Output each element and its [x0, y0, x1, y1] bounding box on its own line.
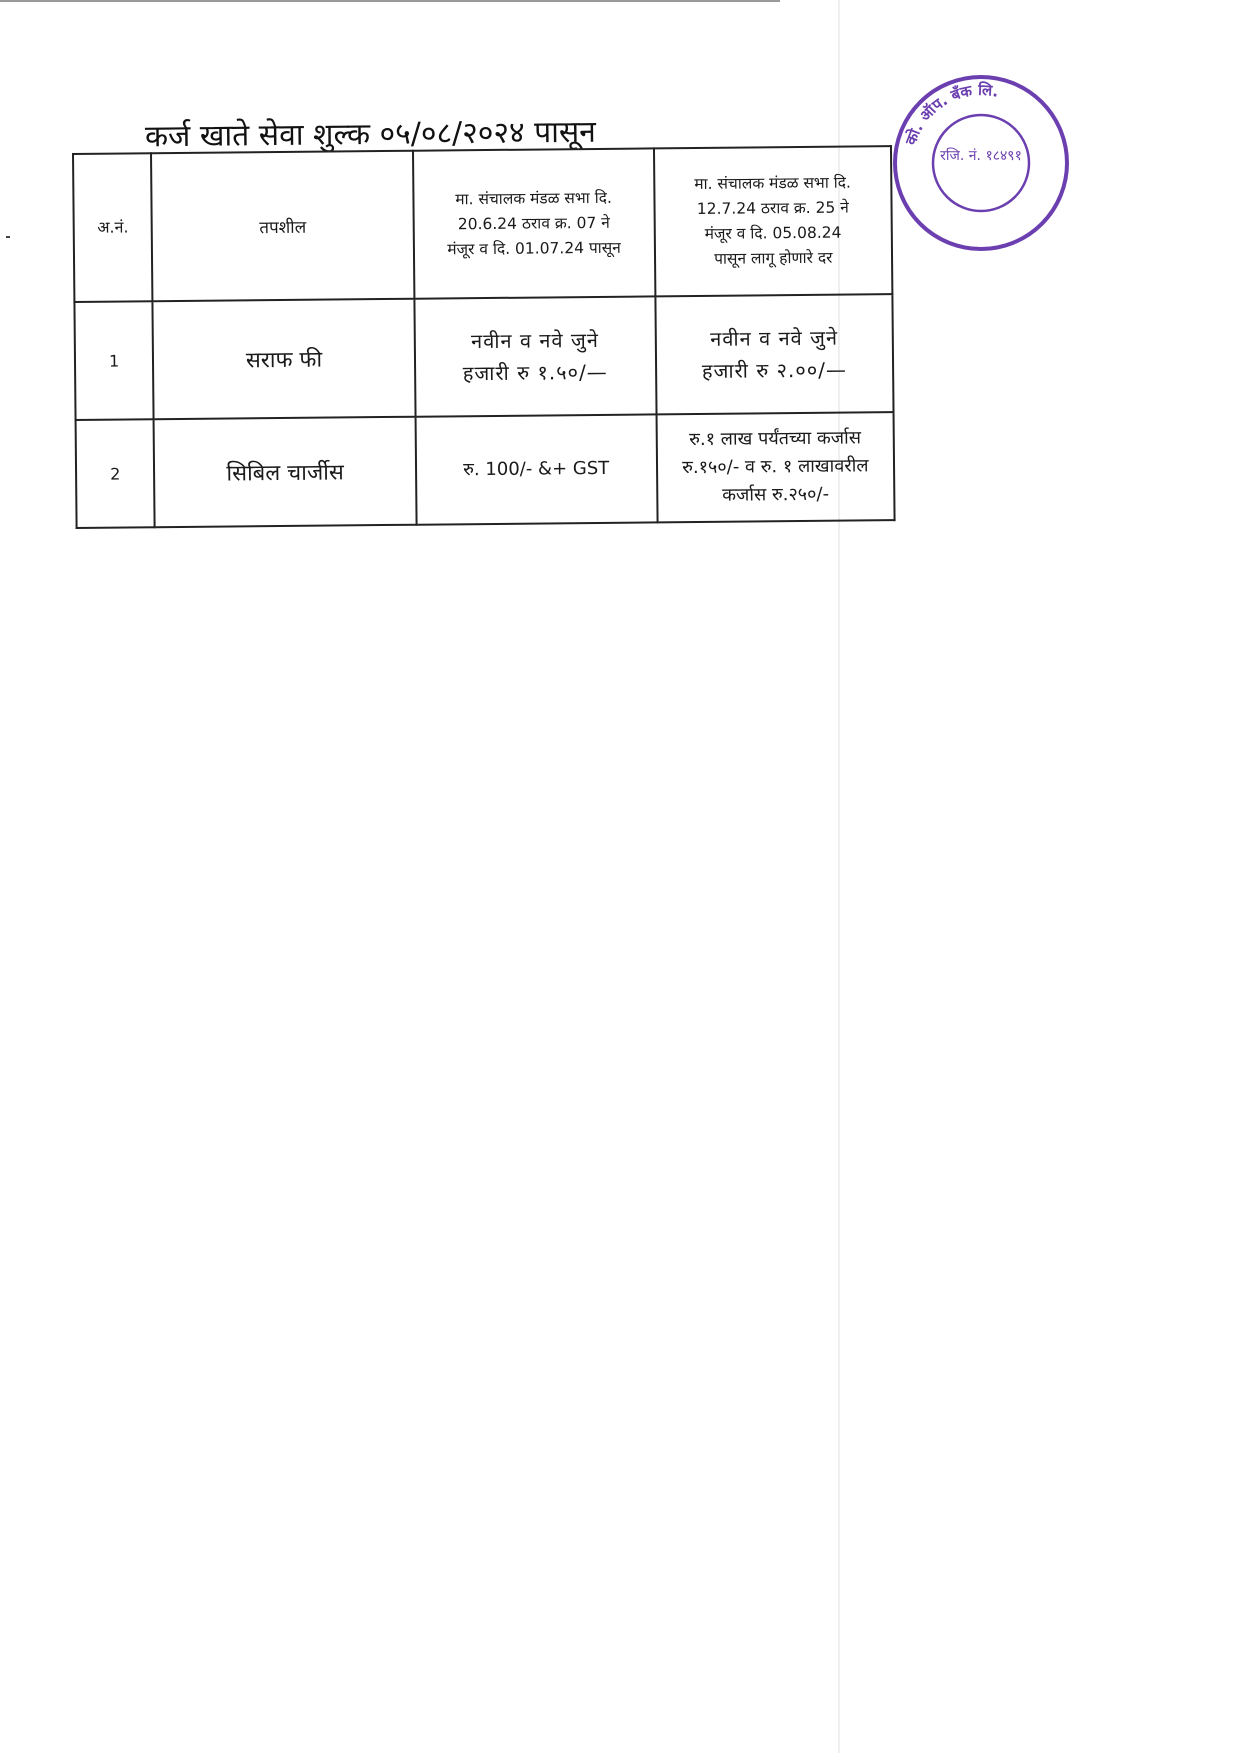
row-old-rate-line1: रु. 100/- &+ GST: [463, 457, 610, 481]
row-old-rate: [415, 414, 657, 524]
row-old-rate-line2: हजारी रु १.५०/—: [462, 359, 608, 386]
row-new-rate: [655, 294, 894, 414]
header-old-rate-line1: मा. संचालक मंडळ सभा दि.: [455, 188, 612, 208]
row-new-rate-line3: कर्जास रु.२५०/-: [722, 483, 830, 506]
header-new-rate-line4: पासून लागू होणारे दर: [714, 248, 833, 268]
scan-speck: [6, 236, 10, 238]
row-detail: सिबिल चार्जीस: [154, 417, 416, 528]
service-charge-table: [72, 145, 896, 529]
document-title: कर्ज खाते सेवा शुल्क ०५/०८/२०२४ पासून: [144, 114, 597, 155]
header-detail: तपशील: [151, 151, 414, 302]
table-header-row: [73, 146, 892, 302]
row-new-rate: [656, 412, 894, 522]
row-serial: 2: [76, 419, 155, 528]
row-serial: 1: [74, 301, 154, 420]
row-new-rate-line1: रु.१ लाख पर्यंतच्या कर्जास: [689, 427, 862, 451]
row-old-rate-line1: नवीन व नवे जुने: [470, 327, 599, 354]
header-serial: अ.नं.: [73, 153, 153, 302]
stamp-outer-text: को. ऑप. बँक लि.: [901, 80, 1001, 148]
table-row: [76, 412, 895, 528]
header-old-rate-line2: 20.6.24 ठराव क्र. 07 ने: [457, 213, 610, 233]
scan-edge-line: [0, 0, 780, 2]
row-new-rate-line1: नवीन व नवे जुने: [710, 325, 839, 351]
header-new-rate-line2: 12.7.24 ठराव क्र. 25 ने: [696, 198, 849, 219]
table-row: [74, 294, 893, 420]
header-new-rate-line1: मा. संचालक मंडळ सभा दि.: [694, 173, 851, 194]
stamp-inner-text: रजि. नं. १८४९१: [940, 148, 1022, 164]
header-new-rate: [654, 146, 893, 296]
header-old-rate-line3: मंजूर व दि. 01.07.24 पासून: [447, 238, 621, 258]
row-new-rate-line2: हजारी रु २.००/—: [701, 357, 848, 383]
row-new-rate-line2: रु.१५०/- व रु. १ लाखावरील: [682, 455, 869, 479]
header-old-rate: [413, 148, 655, 298]
bank-seal-stamp: [890, 72, 1072, 254]
header-new-rate-line3: मंजूर व दि. 05.08.24: [704, 223, 842, 243]
row-old-rate: [414, 296, 656, 416]
row-detail: सराफ फी: [153, 299, 415, 420]
